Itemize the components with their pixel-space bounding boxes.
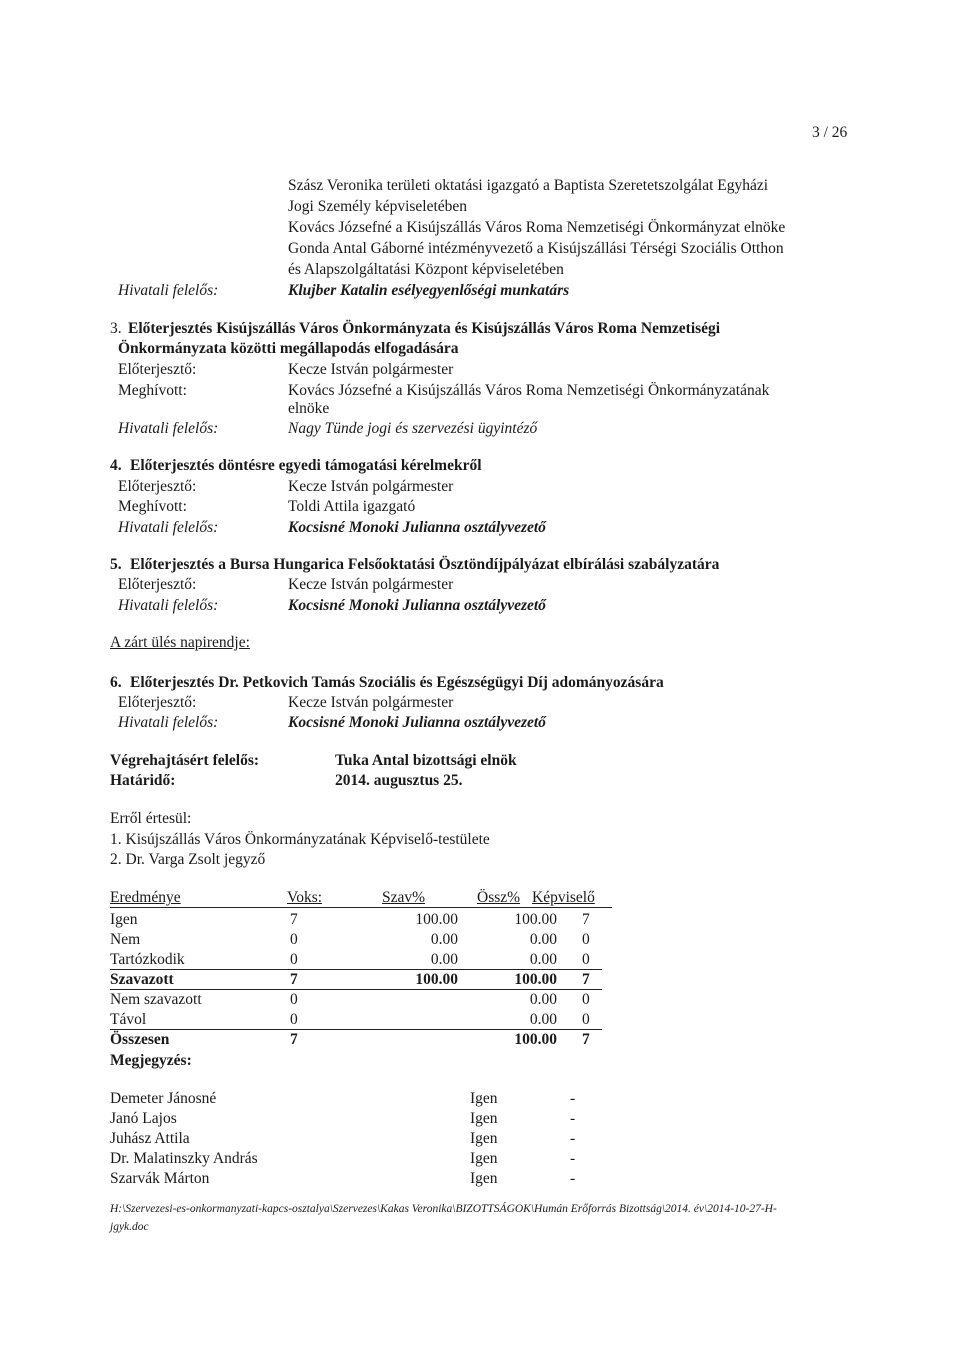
- attendee-line-1: Szász Veronika területi oktatási igazgató a Baptista Szeretetszolgálat Egyházi: [288, 177, 769, 194]
- table-cell-voks: 0: [290, 1011, 298, 1028]
- table-cell-label: Szavazott: [110, 971, 174, 988]
- vote-mark: -: [570, 1130, 576, 1147]
- item-5-number: 5.: [110, 556, 122, 573]
- table-cell-label: Tartózkodik: [110, 951, 185, 968]
- vote-mark: -: [570, 1170, 576, 1187]
- table-cell-voks: 0: [290, 931, 298, 948]
- notified-line-2: 2. Dr. Varga Zsolt jegyző: [110, 851, 266, 868]
- item-3-presenter: Kecze István polgármester: [288, 361, 454, 378]
- attendee-line-4: Gonda Antal Gáborné intézményvezető a Kisújszállási Térségi Szociális Otthon: [288, 240, 784, 257]
- table-cell-kepv: 7: [582, 971, 590, 988]
- item-6-number: 6.: [110, 674, 122, 691]
- file-path-line2: jgyk.doc: [110, 1221, 149, 1233]
- vote-name: Dr. Malatinszky András: [110, 1150, 258, 1167]
- vote-mark: -: [570, 1110, 576, 1127]
- col-header-result: Eredménye: [110, 889, 181, 906]
- deadline-label: Határidő:: [110, 772, 176, 789]
- attendee-line-2: Jogi Személy képviseletében: [288, 198, 468, 215]
- table-cell-voks: 0: [290, 951, 298, 968]
- table-cell-voks: 7: [290, 911, 298, 928]
- item-6-responsible: Kocsisné Monoki Julianna osztályvezető: [288, 714, 546, 731]
- execution-responsible: Tuka Antal bizottsági elnök: [335, 752, 517, 769]
- deadline-value: 2014. augusztus 25.: [335, 772, 463, 789]
- attendee-line-3: Kovács Józsefné a Kisújszállás Város Roma Nemzetiségi Önkormányzat elnöke: [288, 219, 786, 236]
- table-cell-voks: 7: [290, 1031, 298, 1048]
- vote-vote: Igen: [470, 1170, 498, 1187]
- item-3-invited-line1: Kovács Józsefné a Kisújszállás Város Roma Nemzetiségi Önkormányzatának: [288, 382, 770, 399]
- page-number: 3 / 26: [812, 124, 848, 141]
- item-4-responsible: Kocsisné Monoki Julianna osztályvezető: [288, 519, 546, 536]
- table-cell-label: Nem: [110, 931, 141, 948]
- table-cell-kepv: 0: [582, 951, 590, 968]
- item-3-title-line1: Előterjesztés Kisújszállás Város Önkormányzata és Kisújszállás Város Roma Nemzetiségi: [128, 320, 721, 337]
- row-rule: [110, 969, 602, 970]
- item-6-title: Előterjesztés Dr. Petkovich Tamás Szociális és Egészségügyi Díj adományozására: [130, 674, 664, 691]
- table-cell-ossz: 0.00: [529, 931, 557, 948]
- vote-vote: Igen: [470, 1130, 498, 1147]
- vote-name: Janó Lajos: [110, 1110, 177, 1127]
- table-cell-kepv: 7: [582, 1031, 590, 1048]
- item-3-presenter-label: Előterjesztő:: [118, 361, 197, 378]
- item-4-responsible-label: Hivatali felelős:: [118, 519, 219, 536]
- notified-line-1: 1. Kisújszállás Város Önkormányzatának Képviselő-testülete: [110, 831, 490, 848]
- table-cell-label: Nem szavazott: [110, 991, 202, 1008]
- table-cell-label: Összesen: [110, 1031, 170, 1048]
- col-header-ossz: Össz%: [477, 889, 521, 906]
- vote-mark: -: [570, 1150, 576, 1167]
- item-3-invited-label: Meghívott:: [118, 382, 187, 399]
- vote-name: Demeter Jánosné: [110, 1090, 217, 1107]
- table-cell-szav: 100.00: [415, 911, 458, 928]
- table-cell-ossz: 100.00: [514, 971, 557, 988]
- item-3-responsible: Nagy Tünde jogi és szervezési ügyintéző: [288, 420, 538, 437]
- item-5-responsible-label: Hivatali felelős:: [118, 597, 219, 614]
- item-3-number: 3.: [110, 320, 122, 337]
- table-cell-ossz: 0.00: [529, 991, 557, 1008]
- row-rule: [110, 989, 602, 990]
- item-4-presenter: Kecze István polgármester: [288, 478, 454, 495]
- table-cell-ossz: 0.00: [529, 1011, 557, 1028]
- table-cell-ossz: 100.00: [514, 1031, 557, 1048]
- item-3-invited-line2: elnöke: [288, 400, 330, 417]
- note-label: Megjegyzés:: [110, 1052, 192, 1069]
- vote-mark: -: [570, 1090, 576, 1107]
- item-5-presenter: Kecze István polgármester: [288, 576, 454, 593]
- item-4-title: Előterjesztés döntésre egyedi támogatási kérelmekről: [130, 457, 482, 474]
- notified-heading: Erről értesül:: [110, 810, 192, 827]
- item-3-title-line2: Önkormányzata közötti megállapodás elfogadására: [118, 340, 459, 357]
- vote-vote: Igen: [470, 1090, 498, 1107]
- item-5-presenter-label: Előterjesztő:: [118, 576, 197, 593]
- table-cell-ossz: 100.00: [514, 911, 557, 928]
- item-3-responsible-label: Hivatali felelős:: [118, 420, 219, 437]
- attendee-line-5: és Alapszolgáltatási Központ képviseletében: [288, 261, 564, 278]
- file-path-line1: H:\Szervezesi-es-onkormanyzati-kapcs-osztalya\Szervezes\Kakas Veronika\BIZOTTSÁGOK\Humán Erőforrás Bizottság\2014. év\2014-10-27-H-: [110, 1203, 777, 1215]
- item-4-number: 4.: [110, 457, 122, 474]
- table-cell-label: Igen: [110, 911, 138, 928]
- col-header-voks: Voks:: [287, 889, 323, 906]
- table-cell-voks: 0: [290, 991, 298, 1008]
- col-header-kepviselo: Képviselő: [532, 889, 595, 906]
- vote-vote: Igen: [470, 1150, 498, 1167]
- item-6-responsible-label: Hivatali felelős:: [118, 714, 219, 731]
- table-cell-kepv: 0: [582, 991, 590, 1008]
- item-4-presenter-label: Előterjesztő:: [118, 478, 197, 495]
- header-responsible-label: Hivatali felelős:: [118, 282, 219, 299]
- closed-session-heading: A zárt ülés napirendje:: [110, 634, 250, 651]
- vote-name: Juhász Attila: [110, 1130, 190, 1147]
- item-5-responsible: Kocsisné Monoki Julianna osztályvezető: [288, 597, 546, 614]
- table-cell-szav: 0.00: [430, 931, 458, 948]
- header-responsible-value: Klujber Katalin esélyegyenlőségi munkatárs: [288, 282, 570, 299]
- item-4-invited-label: Meghívott:: [118, 498, 187, 515]
- item-4-invited: Toldi Attila igazgató: [288, 498, 416, 515]
- table-cell-label: Távol: [110, 1011, 147, 1028]
- item-6-presenter: Kecze István polgármester: [288, 694, 454, 711]
- col-header-szav: Szav%: [382, 889, 426, 906]
- table-cell-kepv: 7: [582, 911, 590, 928]
- vote-vote: Igen: [470, 1110, 498, 1127]
- table-cell-ossz: 0.00: [529, 951, 557, 968]
- table-cell-kepv: 0: [582, 1011, 590, 1028]
- row-rule: [110, 1029, 602, 1030]
- table-cell-szav: 0.00: [430, 951, 458, 968]
- item-5-title: Előterjesztés a Bursa Hungarica Felsőoktatási Ösztöndíjpályázat elbírálási szabályzatára: [130, 556, 720, 573]
- table-cell-voks: 7: [290, 971, 298, 988]
- table-cell-szav: 100.00: [415, 971, 458, 988]
- table-header-rule: [110, 907, 612, 908]
- table-cell-kepv: 0: [582, 931, 590, 948]
- vote-name: Szarvák Márton: [110, 1170, 210, 1187]
- execution-responsible-label: Végrehajtásért felelős:: [110, 752, 260, 769]
- item-6-presenter-label: Előterjesztő:: [118, 694, 197, 711]
